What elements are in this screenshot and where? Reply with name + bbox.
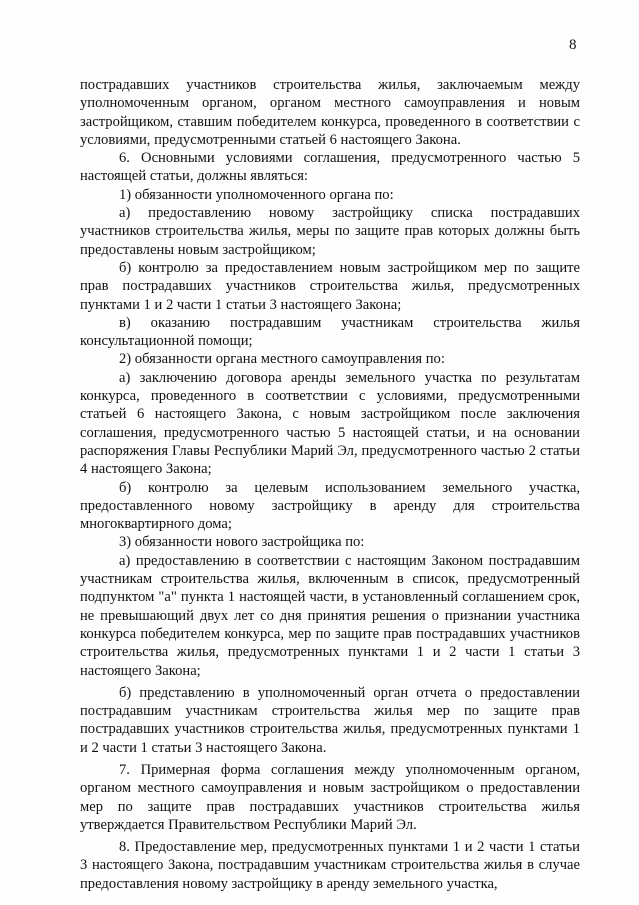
paragraph-continuation: пострадавших участников строительства жилья, заключаемым между уполномоченным органом, органом местного самоуправления и новым застройщиком, ставшим победителем конкурса, проведенного в соответствии с условиями, предусмотренными статьей 6 настоящего Закона. [80, 77, 580, 148]
page-number: 8 [569, 37, 577, 53]
paragraph-item-2: 2) обязанности органа местного самоуправления по: [119, 351, 445, 368]
document-body [80, 76, 580, 893]
paragraph-item-1: 1) обязанности уполномоченного органа по: [119, 186, 394, 203]
paragraph-section-7: 7. Примерная форма соглашения между уполномоченным органом, органом местного самоуправления и новым застройщиком о предоставлении мер по защите прав пострадавших участников строительства жилья утверждается Правительством Республики Марий Эл. [80, 761, 580, 833]
paragraph-item-3a: а) предоставлению в соответствии с настоящим Законом пострадавшим участникам строительства жилья, включенным в список, предусмотренный подпунктом "а" пункта 1 настоящей части, в установленный соглашением срок, не превышающий двух лет со дня принятия решения о признании участника конкурса победителем конкурса, мер по защите прав пострадавших участников строительства жилья, предусмотренных пунктами 1 и 2 части 1 статьи 3 настоящего Закона; [80, 552, 580, 679]
paragraph-item-3: 3) обязанности нового застройщика по: [119, 534, 365, 551]
paragraph-item-2b: б) контролю за целевым использованием земельного участка, предоставленного новому застройщику в аренду для строительства многоквартирного дома; [80, 479, 580, 533]
paragraph-item-3b: б) представлению в уполномоченный орган отчета о предоставлении пострадавшим участникам строительства жилья мер по защите прав пострадавших участников строительства жилья, предусмотренных пунктами 1 и 2 части 1 статьи 3 настоящего Закона. [80, 684, 580, 756]
paragraph-item-1c: в) оказанию пострадавшим участникам строительства жилья консультационной помощи; [80, 314, 580, 350]
paragraph-item-1a: а) предоставлению новому застройщику списка пострадавших участников строительства жилья, меры по защите прав которых должны быть предоставлены новым застройщиком; [80, 205, 580, 258]
paragraph-section-6: 6. Основными условиями соглашения, предусмотренного частью 5 настоящей статьи, должны являться: [80, 150, 580, 185]
paragraph-item-2a: а) заключению договора аренды земельного участка по результатам конкурса, проведенного в соответствии с условиями, предусмотренными статьей 6 настоящего Закона, с новым застройщиком после заключения соглашения, предусмотренного частью 5 настоящей статьи, и на основании распоряжения Главы Республики Марий Эл, предусмотренного частью 2 статьи 4 настоящего Закона; [80, 369, 580, 478]
paragraph-item-1b: б) контролю за предоставлением новым застройщиком мер по защите прав пострадавших участников строительства жилья, предусмотренных пунктами 1 и 2 части 1 статьи 3 настоящего Закона; [80, 259, 580, 313]
paragraph-section-8: 8. Предоставление мер, предусмотренных пунктами 1 и 2 части 1 статьи 3 настоящего Закона, пострадавшим участникам строительства жилья в случае предоставления новому застройщику в аренду земельного участка, [80, 839, 580, 892]
